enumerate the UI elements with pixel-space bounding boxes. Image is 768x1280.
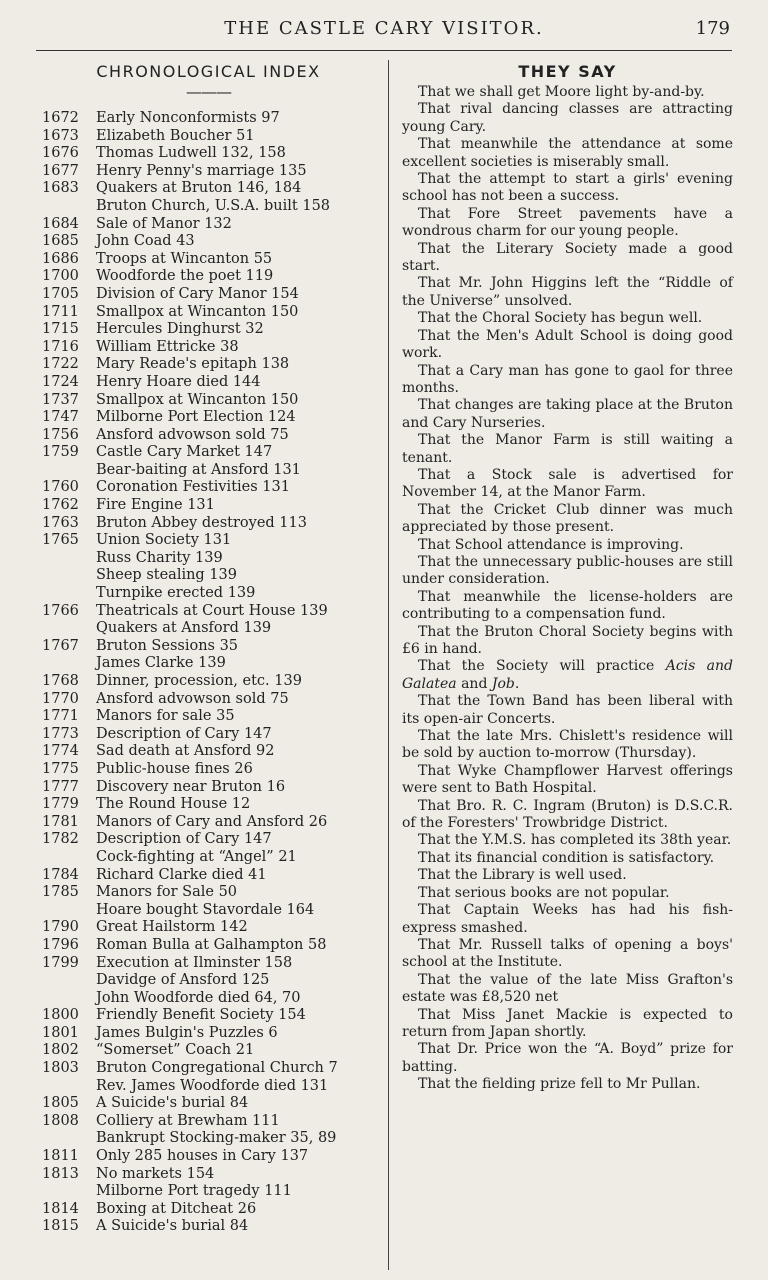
they-say-item: That Miss Janet Mackie is expected to return from Japan shortly. — [402, 1006, 733, 1040]
index-text: John Coad 43 — [96, 233, 195, 250]
index-text: No markets 154 — [96, 1165, 215, 1182]
heading-separator: ——— — [186, 82, 231, 101]
index-entry — [36, 761, 381, 779]
index-entry — [36, 743, 381, 761]
index-year: 1765 — [42, 532, 79, 549]
they-say-item: That Bro. R. C. Ingram (Bruton) is D.S.C.R. of the Foresters' Trowbridge District. — [402, 797, 733, 832]
index-text: The Round House 12 — [96, 796, 251, 813]
index-year: 1796 — [42, 936, 79, 953]
index-text: Manors of Cary and Ansford 26 — [96, 813, 328, 830]
they-say-item: That the value of the late Miss Grafton's estate was £8,520 net — [402, 971, 733, 1006]
italic-title: Job — [491, 675, 515, 692]
index-text: Troops at Wincanton 55 — [96, 250, 273, 267]
index-entry — [36, 163, 381, 181]
index-entry — [36, 1095, 381, 1113]
index-entry — [36, 356, 381, 374]
index-year: 1715 — [42, 321, 79, 338]
index-text: Bruton Congregational Church 7 — [96, 1060, 338, 1077]
index-text: Division of Cary Manor 154 — [96, 285, 299, 302]
index-entry — [36, 321, 381, 339]
index-entry — [36, 620, 381, 638]
index-year: 1781 — [42, 813, 79, 830]
index-year: 1768 — [42, 673, 79, 689]
index-text: Rev. James Woodforde died 131 — [96, 1077, 329, 1094]
index-entry — [36, 708, 381, 726]
index-entry — [36, 198, 381, 216]
they-say-item — [402, 658, 733, 693]
index-year: 1777 — [42, 778, 79, 795]
index-year: 1773 — [42, 725, 79, 742]
they-say-item: That Captain Weeks has had his fish-express smashed. — [402, 902, 733, 936]
index-entry — [36, 304, 381, 322]
index-text: William Ettricke 38 — [96, 338, 239, 355]
index-entry — [36, 796, 381, 814]
they-say-item: That a Cary man has gone to gaol for three months. — [402, 362, 733, 396]
index-text: Dinner, procession, etc. 139 — [96, 673, 302, 689]
index-entry — [36, 1166, 381, 1184]
index-entry — [36, 1201, 381, 1219]
index-text: Colliery at Brewham 111 — [96, 1112, 280, 1129]
index-year: 1813 — [42, 1165, 79, 1182]
index-year: 1779 — [42, 796, 79, 813]
they-say-item: That changes are taking place at the Bruton and Cary Nurseries. — [402, 397, 733, 431]
index-entry — [36, 1130, 381, 1148]
index-entry — [36, 1113, 381, 1131]
index-text: Union Society 131 — [96, 532, 232, 549]
index-entry — [36, 444, 381, 462]
index-entry — [36, 550, 381, 568]
index-text: Davidge of Ansford 125 — [96, 972, 270, 989]
index-year: 1805 — [42, 1095, 79, 1112]
index-text: Sad death at Ansford 92 — [96, 743, 275, 760]
header-rule — [36, 50, 732, 51]
index-year: 1684 — [42, 215, 79, 232]
index-entry — [36, 972, 381, 990]
index-entry — [36, 1042, 381, 1060]
index-entry — [36, 286, 381, 304]
index-entry — [36, 849, 381, 867]
index-text: Sheep stealing 139 — [96, 567, 237, 584]
index-entry — [36, 1183, 381, 1201]
italic-title: Acis and Galatea — [402, 658, 734, 692]
index-text: Turnpike erected 139 — [96, 585, 256, 602]
they-say-item: That a Stock sale is advertised for November 14, at the Manor Farm. — [402, 466, 733, 501]
index-year: 1686 — [42, 250, 79, 267]
index-year: 1767 — [42, 637, 79, 654]
index-text: “Somerset” Coach 21 — [96, 1042, 255, 1059]
index-entry — [36, 462, 381, 480]
index-year: 1801 — [42, 1024, 79, 1041]
index-text: A Suicide's burial 84 — [96, 1095, 249, 1112]
index-year: 1724 — [42, 373, 79, 390]
index-text: Henry Hoare died 144 — [96, 373, 261, 390]
index-entry — [36, 409, 381, 427]
index-entry — [36, 1060, 381, 1078]
index-text: Ansford advowson sold 75 — [96, 690, 289, 707]
index-text: Ansford advowson sold 75 — [96, 426, 289, 443]
index-year: 1677 — [42, 162, 79, 179]
index-year: 1747 — [42, 409, 79, 426]
index-entry — [36, 902, 381, 920]
they-say-list — [402, 84, 733, 1094]
index-text: James Clarke 139 — [96, 655, 226, 672]
index-entry — [36, 233, 381, 251]
index-year: 1815 — [42, 1218, 79, 1235]
index-year: 1808 — [42, 1112, 79, 1129]
index-entry — [36, 603, 381, 621]
index-entry — [36, 585, 381, 603]
they-say-item: That the Y.M.S. has completed its 38th year. — [418, 832, 732, 849]
index-text: A Suicide's burial 84 — [96, 1218, 249, 1235]
index-text: Description of Cary 147 — [96, 725, 272, 742]
index-text: Quakers at Ansford 139 — [96, 620, 272, 637]
index-text: Discovery near Bruton 16 — [96, 778, 286, 795]
index-entry — [36, 567, 381, 585]
index-entry — [36, 1218, 381, 1236]
index-text: Bankrupt Stocking-maker 35, 89 — [96, 1130, 337, 1147]
index-text: Friendly Benefit Society 154 — [96, 1007, 306, 1024]
index-year: 1762 — [42, 497, 79, 514]
item-text: and — [456, 675, 492, 692]
index-text: Hoare bought Stavordale 164 — [96, 901, 315, 918]
index-year: 1771 — [42, 708, 79, 725]
index-text: Public-house fines 26 — [96, 760, 253, 777]
index-year: 1814 — [42, 1200, 79, 1217]
index-year: 1722 — [42, 356, 79, 373]
index-entry — [36, 110, 381, 128]
index-text: Henry Penny's marriage 135 — [96, 162, 307, 179]
index-year: 1673 — [42, 127, 79, 144]
they-say-item: That the Cricket Club dinner was much appreciated by those present. — [402, 501, 733, 536]
index-text: Thomas Ludwell 132, 158 — [96, 145, 286, 162]
index-text: Cock-fighting at “Angel” 21 — [96, 848, 297, 865]
they-say-item: That the Men's Adult School is doing good work. — [402, 327, 733, 362]
page-number: 179 — [695, 18, 730, 39]
index-text: John Woodforde died 64, 70 — [96, 989, 301, 1006]
index-entry — [36, 532, 381, 550]
index-text: Theatricals at Court House 139 — [96, 602, 328, 619]
index-text: Roman Bulla at Galhampton 58 — [96, 936, 327, 953]
index-entry — [36, 268, 381, 286]
they-say-item: That meanwhile the attendance at some excellent societies is miserably small. — [402, 136, 733, 170]
index-year: 1799 — [42, 954, 79, 971]
index-year: 1672 — [42, 110, 79, 126]
index-text: Woodforde the poet 119 — [96, 268, 274, 285]
index-entry — [36, 374, 381, 392]
index-year: 1803 — [42, 1060, 79, 1077]
they-say-item: That we shall get Moore light by-and-by. — [418, 84, 705, 100]
index-text: Boxing at Ditcheat 26 — [96, 1200, 257, 1217]
index-text: Milborne Port tragedy 111 — [96, 1183, 292, 1200]
index-text: Execution at Ilminster 158 — [96, 954, 293, 971]
index-year: 1790 — [42, 919, 79, 936]
they-say-item: That School attendance is improving. — [418, 536, 684, 553]
they-say-item: That the Literary Society made a good start. — [402, 240, 733, 275]
index-year: 1676 — [42, 145, 79, 162]
index-entry — [36, 145, 381, 163]
index-year: 1760 — [42, 479, 79, 496]
index-year: 1785 — [42, 884, 79, 901]
index-year: 1800 — [42, 1007, 79, 1024]
index-entry — [36, 128, 381, 146]
index-text: James Bulgin's Puzzles 6 — [96, 1024, 278, 1041]
index-year: 1759 — [42, 444, 79, 461]
column-divider — [388, 60, 389, 1270]
index-text: Bear-baiting at Ansford 131 — [96, 461, 301, 478]
chronological-index-heading: CHRONOLOGICAL INDEX — [96, 62, 321, 81]
index-year: 1784 — [42, 866, 79, 883]
index-text: Russ Charity 139 — [96, 549, 223, 566]
index-text: Richard Clarke died 41 — [96, 866, 267, 883]
index-entry — [36, 515, 381, 533]
index-year: 1716 — [42, 338, 79, 355]
page-header — [0, 14, 768, 50]
they-say-item: That the Town Band has been liberal with its open-air Concerts. — [402, 693, 733, 727]
they-say-item: That Fore Street pavements have a wondrous charm for our young people. — [402, 205, 733, 240]
they-say-item: That serious books are not popular. — [418, 884, 670, 901]
item-text: . — [514, 675, 520, 692]
index-text: Only 285 houses in Cary 137 — [96, 1148, 309, 1165]
index-text: Mary Reade's epitaph 138 — [96, 356, 290, 373]
index-entry — [36, 1148, 381, 1166]
index-year: 1705 — [42, 285, 79, 302]
index-year: 1782 — [42, 831, 79, 848]
index-year: 1711 — [42, 303, 79, 320]
index-text: Great Hailstorm 142 — [96, 919, 248, 936]
item-text: That the Society will practice — [418, 658, 666, 675]
index-entry — [36, 919, 381, 937]
index-text: Coronation Festivities 131 — [96, 479, 290, 496]
index-entry — [36, 814, 381, 832]
index-entry — [36, 339, 381, 357]
index-entry — [36, 831, 381, 849]
index-year: 1756 — [42, 426, 79, 443]
they-say-item: That Mr. John Higgins left the “Riddle of the Universe” unsolved. — [402, 275, 733, 309]
index-entry — [36, 1078, 381, 1096]
index-entry — [36, 216, 381, 234]
index-entry — [36, 392, 381, 410]
index-text: Milborne Port Election 124 — [96, 409, 296, 426]
they-say-item: That the fielding prize fell to Mr Pullan. — [418, 1076, 701, 1093]
index-year: 1737 — [42, 391, 79, 408]
index-entry — [36, 673, 381, 691]
index-list — [36, 110, 381, 1236]
index-entry — [36, 884, 381, 902]
they-say-column — [402, 60, 733, 1094]
index-entry — [36, 867, 381, 885]
index-text: Bruton Church, U.S.A. built 158 — [96, 197, 331, 214]
index-entry — [36, 497, 381, 515]
index-text: Elizabeth Boucher 51 — [96, 127, 255, 144]
index-entry — [36, 779, 381, 797]
index-text: Bruton Sessions 35 — [96, 637, 239, 654]
they-say-item: That its financial condition is satisfactory. — [418, 849, 715, 866]
they-say-item: That Dr. Price won the “A. Boyd” prize for batting. — [402, 1041, 733, 1075]
index-entry — [36, 638, 381, 656]
they-say-item: That the unnecessary public-houses are still under consideration. — [402, 553, 733, 588]
index-text: Manors for sale 35 — [96, 708, 235, 725]
they-say-heading: THEY SAY — [518, 62, 617, 81]
index-entry — [36, 1007, 381, 1025]
index-text: Castle Cary Market 147 — [96, 444, 273, 461]
they-say-item: That the attempt to start a girls' evening school has not been a success. — [402, 171, 733, 205]
index-text: Bruton Abbey destroyed 113 — [96, 514, 307, 531]
index-entry — [36, 1025, 381, 1043]
index-entry — [36, 251, 381, 269]
index-entry — [36, 180, 381, 198]
index-year: 1774 — [42, 743, 79, 760]
index-year: 1770 — [42, 690, 79, 707]
index-entry — [36, 955, 381, 973]
index-text: Smallpox at Wincanton 150 — [96, 391, 299, 408]
index-text: Description of Cary 147 — [96, 831, 272, 848]
index-year: 1802 — [42, 1042, 79, 1059]
index-text: Hercules Dinghurst 32 — [96, 321, 264, 338]
chronological-index — [36, 60, 381, 1236]
they-say-item: That rival dancing classes are attracting young Cary. — [402, 101, 733, 135]
index-entry — [36, 937, 381, 955]
they-say-item: That Wyke Champflower Harvest offerings were sent to Bath Hospital. — [402, 762, 733, 797]
index-year: 1685 — [42, 233, 79, 250]
index-year: 1700 — [42, 268, 79, 285]
they-say-item: That the Manor Farm is still waiting a tenant. — [402, 432, 733, 466]
index-entry — [36, 990, 381, 1008]
index-text: Smallpox at Wincanton 150 — [96, 303, 299, 320]
index-entry — [36, 427, 381, 445]
index-text: Early Nonconformists 97 — [96, 110, 280, 126]
index-year: 1775 — [42, 760, 79, 777]
index-text: Fire Engine 131 — [96, 497, 215, 514]
publication-title: THE CASTLE CARY VISITOR. — [224, 18, 544, 39]
index-year: 1683 — [42, 180, 79, 197]
index-year: 1763 — [42, 514, 79, 531]
they-say-item: That Mr. Russell talks of opening a boys' school at the Institute. — [402, 936, 733, 971]
they-say-item: That the Bruton Choral Society begins with £6 in hand. — [402, 623, 733, 657]
they-say-item: That the Choral Society has begun well. — [418, 310, 703, 327]
they-say-item: That meanwhile the license-holders are contributing to a compensation fund. — [402, 588, 733, 623]
index-text: Quakers at Bruton 146, 184 — [96, 180, 302, 197]
index-text: Manors for Sale 50 — [96, 884, 238, 901]
index-text: Sale of Manor 132 — [96, 215, 232, 232]
they-say-item: That the late Mrs. Chislett's residence will be sold by auction to-morrow (Thursday). — [402, 728, 733, 762]
index-year: 1766 — [42, 602, 79, 619]
index-entry — [36, 691, 381, 709]
index-entry — [36, 655, 381, 673]
index-entry — [36, 479, 381, 497]
index-entry — [36, 726, 381, 744]
index-year: 1811 — [42, 1148, 79, 1165]
they-say-item: That the Library is well used. — [418, 867, 627, 884]
